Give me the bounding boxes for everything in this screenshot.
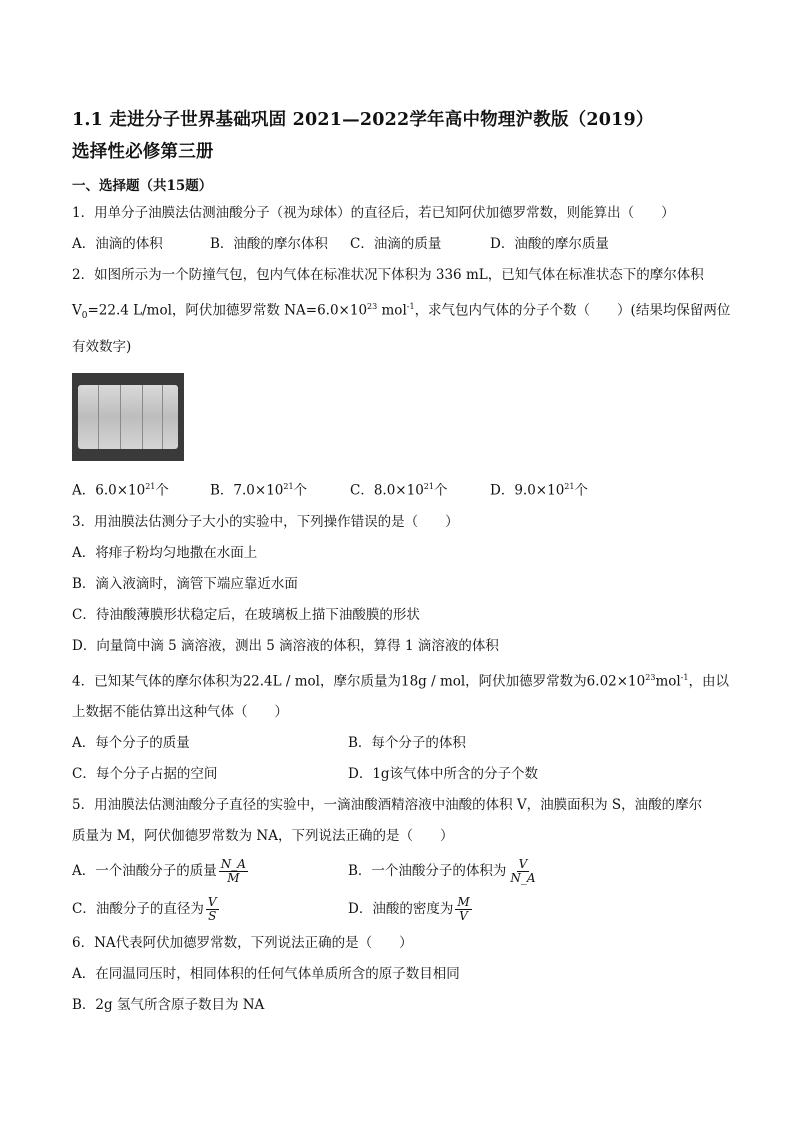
question-3-stem: 3．用油膜法估测分子大小的实验中，下列操作错误的是（ ） [72, 513, 459, 530]
question-2-line3: 有效数字) [72, 339, 132, 356]
q2-option-c: C．$8.0\times 10^{21}$个 [350, 482, 448, 499]
q3-option-b: B．滴入液滴时，滴管下端应靠近水面 [72, 575, 298, 592]
question-5-options-row2 [72, 890, 722, 928]
q3-option-a: A．将痱子粉均匀地撒在水面上 [72, 544, 258, 561]
question-5-line2: 质量为 M，阿伏伽德罗常数为 NA，下列说法正确的是（ ） [72, 828, 454, 845]
q5-fraction-b: $\frac{V}{N\_A}$ [510, 857, 536, 886]
q5-fraction-a: $\frac{N\_A}{M}$ [220, 857, 246, 886]
airbag-photo [72, 373, 184, 461]
q3-option-d: D．向量筒中滴 5 滴溶液，测出 5 滴溶液的体积，算得 1 滴溶液的体积 [72, 637, 499, 654]
q1-option-d: D．油酸的摩尔质量 [490, 236, 609, 252]
question-5-options-row1 [72, 852, 722, 890]
q2-option-d: D．$9.0\times 10^{21}$个 [490, 482, 588, 499]
q6-option-a: A．在同温同压时，相同体积的任何气体单质所含的原子数目相同 [72, 966, 460, 983]
q1-option-b: B．油酸的摩尔体积 [210, 236, 328, 252]
question-4-options-row1 [72, 728, 722, 759]
question-4-line1: 4．已知某气体的摩尔体积为22.4L / mol，摩尔质量为18g / mol，阿伏加德罗常数为$6.02\times 10^{23}mol^{-1}$，由以 [72, 672, 729, 690]
q5-option-d: D．油酸的密度为 $\frac{M}{V}$ [348, 895, 470, 924]
document-title-line1: 1.1 走进分子世界基础巩固 2021—2022学年高中物理沪教版（2019） [72, 110, 654, 130]
q5-fraction-d: $\frac{M}{V}$ [457, 895, 470, 924]
document-page [72, 104, 731, 1021]
question-2-line1: 2．如图所示为一个防撞气包，包内气体在标准状况下体积为 336 mL，已知气体在标准状态下的摩尔体积 [72, 267, 704, 283]
question-2-options [72, 471, 722, 507]
q1-option-a: A．油滴的体积 [72, 236, 163, 252]
airbag-image [78, 385, 178, 449]
q4-option-c: C．每个分子占据的空间 [72, 766, 218, 783]
q3-option-c: C．待油酸薄膜形状稳定后，在玻璃板上描下油酸膜的形状 [72, 606, 420, 623]
question-1-stem: 1．用单分子油膜法估测油酸分子（视为球体）的直径后，若已知阿伏加德罗常数，则能算出（ ） [72, 205, 675, 221]
question-4-line2: 上数据不能估算出这种气体（ ） [72, 704, 288, 721]
q5-option-a: A．一个油酸分子的质量 $\frac{N\_A}{M}$ [72, 857, 246, 886]
question-1-options [72, 229, 722, 260]
q1-option-c: C．油滴的质量 [350, 236, 442, 252]
q5-option-c: C．油酸分子的直径为 $\frac{V}{S}$ [72, 895, 217, 924]
q5-fraction-c: $\frac{V}{S}$ [207, 895, 217, 924]
q4-option-b: B．每个分子的体积 [348, 735, 466, 752]
q4-option-a: A．每个分子的质量 [72, 735, 190, 752]
question-6-stem: 6．NA代表阿伏加德罗常数，下列说法正确的是（ ） [72, 935, 413, 952]
question-5-line1: 5．用油膜法估测油酸分子直径的实验中，一滴油酸酒精溶液中油酸的体积 V，油膜面积为 S，油酸的摩尔 [72, 797, 703, 814]
question-2-line2: $V_0=22.4$ L/mol，阿伏加德罗常数 $NA=6.0\times 10^{23}$ mol$^{-1}$，求气包内气体的分子个数（ ）(结果均保留两位 [72, 302, 731, 322]
q2-option-b: B．$7.0\times 10^{21}$个 [210, 482, 308, 499]
q5-option-b: B．一个油酸分子的体积为 $\frac{V}{N\_A}$ [348, 857, 536, 886]
q2-option-a: A．$6.0\times 10^{21}$个 [72, 482, 169, 499]
section-heading: 一、选择题（共15题） [72, 178, 213, 194]
q6-option-b: B．2g 氢气所含原子数目为 NA [72, 997, 265, 1014]
q4-option-d: D．1g该气体中所含的分子个数 [348, 766, 539, 783]
document-title-line2: 选择性必修第三册 [72, 142, 214, 162]
question-4-options-row2 [72, 759, 722, 790]
